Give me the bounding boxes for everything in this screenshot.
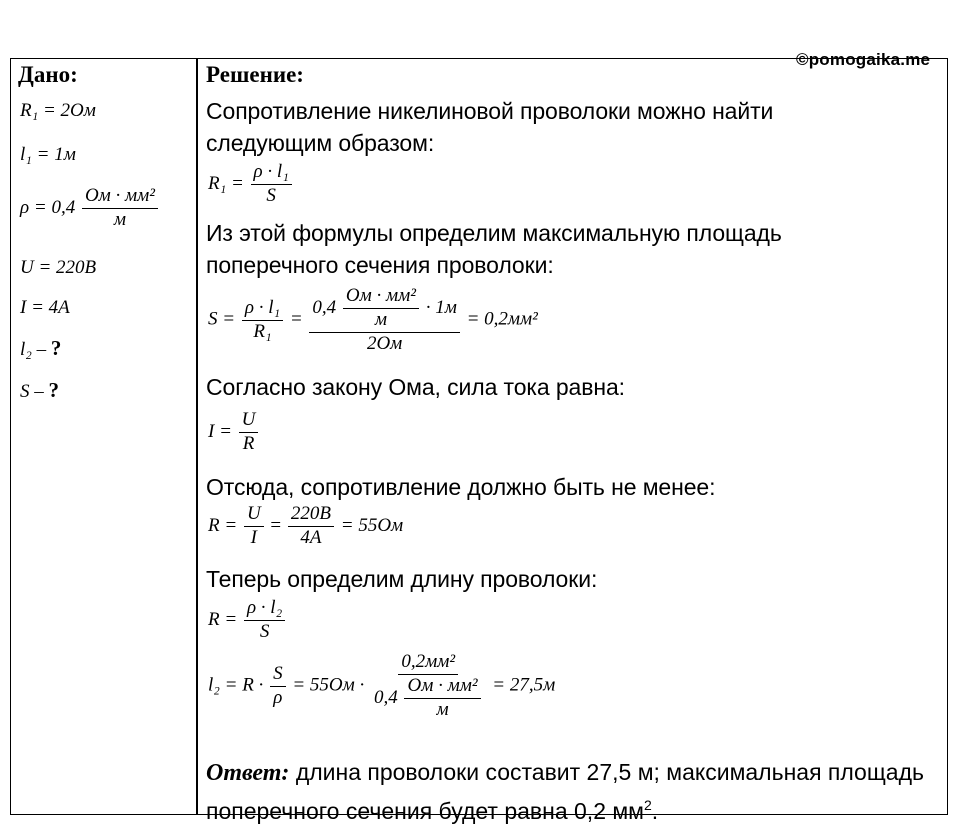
answer-label: Ответ: (206, 760, 290, 786)
eq-l2-inner-den: м (436, 698, 449, 720)
given-i: I = 4А (20, 297, 70, 318)
given-s-unknown (20, 378, 59, 403)
eq-r-num: U (244, 504, 264, 527)
eq-l2-big-num: 0,2мм² (398, 652, 458, 675)
eq-s-inner-pre: 0,4 (312, 296, 337, 318)
given-r1: R₁ = 2Ом (20, 100, 96, 121)
answer (206, 756, 926, 827)
eq-l2-lhs: l₂ = R · (208, 674, 264, 696)
given-rho-den: м (113, 208, 127, 230)
given-l2-unknown (20, 336, 61, 361)
equation-r (208, 504, 403, 549)
eq-l2-den-pre: 0,4 (373, 686, 398, 708)
solution-text-1b: следующим образом: (206, 130, 435, 156)
eq-l2-mid: = 55Ом · (292, 674, 365, 696)
eq-l2-inner-num: Ом · мм² (404, 676, 480, 699)
eq-l2-big-den (371, 675, 486, 721)
eq-r1-num: ρ · l₁ (251, 162, 292, 185)
solution-text-2b: поперечного сечения проволоки: (206, 252, 554, 278)
eq-l2-result: = 27,5м (492, 674, 556, 696)
eq-r-fraction (244, 504, 264, 549)
eq-i-num: U (239, 410, 259, 433)
eq-r-lhs: R = (208, 514, 238, 536)
eq-l2-den: ρ (273, 686, 283, 708)
eq-s-lhs: S = (208, 308, 236, 330)
given-rho-fraction (82, 186, 158, 231)
given-rho-prefix: ρ = 0,4 (20, 196, 76, 218)
eq-s-big-den: 2Ом (366, 332, 403, 354)
eq-r-result: = 55Ом (340, 514, 404, 536)
eq-r2-lhs: R = (208, 608, 238, 630)
eq-s-num: ρ · l₁ (242, 298, 283, 321)
equation-l2 (208, 652, 555, 721)
eq-r-fraction-2 (288, 504, 334, 549)
given-s-label: S – (20, 381, 44, 402)
eq-i-fraction (239, 410, 259, 455)
eq-r1-fraction (251, 162, 292, 207)
eq-r-equals: = (270, 514, 282, 536)
eq-s-big-num (309, 286, 459, 333)
eq-r-num-2: 220В (288, 504, 334, 527)
eq-i-lhs: I = (208, 420, 232, 442)
question-mark: ? (48, 378, 59, 402)
watermark: ©pomogaika.me (796, 50, 931, 69)
equation-i (208, 410, 260, 455)
eq-r2-num: ρ · l₂ (244, 598, 285, 621)
eq-l2-big-fraction (371, 652, 486, 721)
solution-text-1a: Сопротивление никелиновой проволоки можно найти (206, 98, 774, 124)
given-l2-label: l₂ – (20, 339, 47, 360)
eq-s-inner-post: · 1м (425, 296, 457, 318)
given-rho-num: Ом · мм² (82, 186, 158, 209)
eq-s-fraction (242, 298, 283, 343)
eq-l2-inner-fraction (404, 676, 480, 721)
equation-s (208, 286, 538, 355)
given-l1: l₁ = 1м (20, 144, 76, 165)
solution-text-3: Согласно закону Ома, сила тока равна: (206, 374, 625, 400)
eq-r2-den: S (259, 620, 270, 642)
eq-r1-den: S (266, 184, 276, 206)
equation-r2 (208, 598, 287, 643)
equation-r1 (208, 162, 294, 207)
eq-s-inner-num: Ом · мм² (343, 286, 419, 309)
answer-text: длина проволоки составит 27,5 м; максимальная площадь поперечного сечения будет равна 0,2 мм (206, 759, 924, 824)
eq-s-result: = 0,2мм² (466, 308, 538, 330)
given-heading: Дано: (18, 62, 78, 87)
eq-i-den: R (242, 432, 255, 454)
answer-end: . (651, 798, 659, 824)
question-mark: ? (50, 336, 62, 360)
solution-heading: Решение: (206, 62, 304, 87)
column-divider (196, 58, 198, 815)
answer-sup: 2 (644, 797, 652, 813)
eq-l2-fraction (270, 664, 286, 709)
given-u: U = 220В (20, 257, 97, 278)
eq-l2-num: S (270, 664, 286, 687)
solution-text-2a: Из этой формулы определим максимальную площадь (206, 220, 782, 246)
eq-s-big-fraction (309, 286, 459, 355)
eq-r1-lhs: R₁ = (208, 172, 244, 194)
solution-text-5: Теперь определим длину проволоки: (206, 566, 598, 592)
eq-s-inner-den: м (374, 308, 388, 330)
eq-r-den-2: 4А (300, 526, 322, 548)
eq-r-den: I (250, 526, 257, 548)
solution-text-4: Отсюда, сопротивление должно быть не менее: (206, 474, 716, 500)
eq-s-den: R₁ (253, 320, 272, 342)
eq-s-inner-fraction (343, 286, 419, 331)
eq-r2-fraction (244, 598, 285, 643)
eq-s-equals: = (289, 308, 303, 330)
given-rho (20, 186, 160, 231)
